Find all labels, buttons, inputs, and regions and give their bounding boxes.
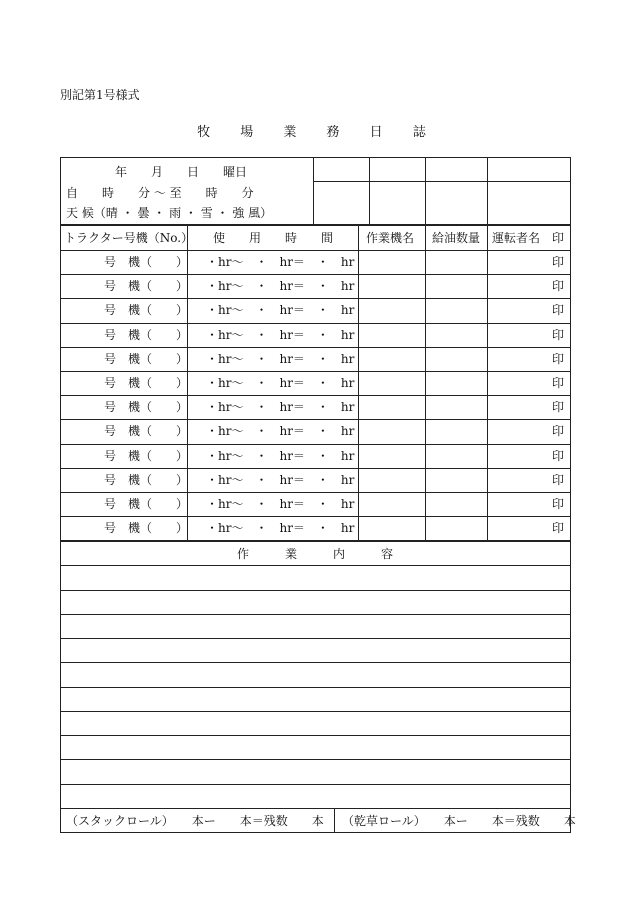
- usage-time-field[interactable]: ・hr〜 ・ hr＝ ・ hr: [206, 376, 355, 390]
- row-divider: [60, 419, 571, 420]
- section-divider: [60, 224, 571, 226]
- row-divider: [60, 516, 571, 517]
- operator-seal: 印: [552, 328, 565, 342]
- form-label: 別記第1号様式: [60, 88, 140, 102]
- column-header-operator: 運転者名 印: [492, 231, 565, 245]
- date-field[interactable]: 年 月 日 曜日: [115, 165, 248, 179]
- header-divider: [369, 157, 370, 224]
- tractor-number-field[interactable]: 号 機（ ）: [104, 303, 189, 317]
- usage-time-field[interactable]: ・hr〜 ・ hr＝ ・ hr: [206, 449, 355, 463]
- usage-time-field[interactable]: ・hr〜 ・ hr＝ ・ hr: [206, 473, 355, 487]
- header-divider: [425, 157, 426, 224]
- operator-seal: 印: [552, 497, 565, 511]
- operator-seal: 印: [552, 376, 565, 390]
- section-divider: [60, 540, 571, 542]
- operator-seal: 印: [552, 424, 565, 438]
- tractor-number-field[interactable]: 号 機（ ）: [104, 328, 189, 342]
- row-divider: [60, 444, 571, 445]
- operator-seal: 印: [552, 473, 565, 487]
- tractor-number-field[interactable]: 号 機（ ）: [104, 352, 189, 366]
- operator-seal: 印: [552, 400, 565, 414]
- usage-time-field[interactable]: ・hr〜 ・ hr＝ ・ hr: [206, 328, 355, 342]
- row-divider: [60, 323, 571, 324]
- page-title: 牧 場 業 務 日 誌: [197, 125, 439, 140]
- row-divider: [60, 298, 571, 299]
- column-header-fuel: 給油数量: [432, 231, 481, 245]
- usage-time-field[interactable]: ・hr〜 ・ hr＝ ・ hr: [206, 400, 355, 414]
- operator-seal: 印: [552, 303, 565, 317]
- work-content-line: [60, 808, 571, 809]
- tractor-number-field[interactable]: 号 機（ ）: [104, 449, 189, 463]
- tractor-number-field[interactable]: 号 機（ ）: [104, 400, 189, 414]
- usage-time-field[interactable]: ・hr〜 ・ hr＝ ・ hr: [206, 255, 355, 269]
- work-content-line: [60, 735, 571, 736]
- operator-seal: 印: [552, 279, 565, 293]
- header-divider: [487, 157, 488, 224]
- tractor-number-field[interactable]: 号 機（ ）: [104, 255, 189, 269]
- row-divider: [60, 395, 571, 396]
- work-content-line: [60, 614, 571, 615]
- header-divider: [313, 157, 314, 224]
- usage-time-field[interactable]: ・hr〜 ・ hr＝ ・ hr: [206, 352, 355, 366]
- work-content-line: [60, 638, 571, 639]
- usage-time-field[interactable]: ・hr〜 ・ hr＝ ・ hr: [206, 279, 355, 293]
- row-divider: [60, 250, 571, 251]
- operator-seal: 印: [552, 521, 565, 535]
- column-header-usage-time: 使 用 時 間: [213, 231, 334, 245]
- work-content-line: [60, 759, 571, 760]
- row-divider: [60, 347, 571, 348]
- work-content-line: [60, 662, 571, 663]
- work-content-line: [60, 784, 571, 785]
- time-range-field[interactable]: 自 時 分 〜 至 時 分: [66, 186, 254, 200]
- work-content-line: [60, 590, 571, 591]
- operator-seal: 印: [552, 449, 565, 463]
- dry-roll-count[interactable]: （乾草ロール） 本ー 本＝残数 本: [342, 814, 576, 828]
- work-content-heading: 作 業 内 容: [236, 547, 393, 561]
- footer-divider: [334, 808, 335, 833]
- work-content-line: [60, 687, 571, 688]
- tractor-number-field[interactable]: 号 機（ ）: [104, 521, 189, 535]
- work-content-line: [60, 711, 571, 712]
- column-header-implement: 作業機名: [366, 231, 415, 245]
- stack-roll-count[interactable]: （スタックロール） 本ー 本＝残数 本: [66, 814, 324, 828]
- row-divider: [60, 371, 571, 372]
- tractor-number-field[interactable]: 号 機（ ）: [104, 279, 189, 293]
- operator-seal: 印: [552, 352, 565, 366]
- usage-time-field[interactable]: ・hr〜 ・ hr＝ ・ hr: [206, 521, 355, 535]
- tractor-number-field[interactable]: 号 機（ ）: [104, 497, 189, 511]
- header-divider: [313, 181, 571, 182]
- tractor-number-field[interactable]: 号 機（ ）: [104, 473, 189, 487]
- row-divider: [60, 492, 571, 493]
- tractor-number-field[interactable]: 号 機（ ）: [104, 376, 189, 390]
- operator-seal: 印: [552, 255, 565, 269]
- row-divider: [60, 274, 571, 275]
- usage-time-field[interactable]: ・hr〜 ・ hr＝ ・ hr: [206, 497, 355, 511]
- column-header-tractor: トラクター号機（No.）: [64, 231, 194, 245]
- row-divider: [60, 468, 571, 469]
- work-content-line: [60, 565, 571, 566]
- weather-field[interactable]: 天 候（晴 ・ 曇 ・ 雨 ・ 雪 ・ 強 風）: [66, 206, 273, 220]
- usage-time-field[interactable]: ・hr〜 ・ hr＝ ・ hr: [206, 424, 355, 438]
- tractor-number-field[interactable]: 号 機（ ）: [104, 424, 189, 438]
- usage-time-field[interactable]: ・hr〜 ・ hr＝ ・ hr: [206, 303, 355, 317]
